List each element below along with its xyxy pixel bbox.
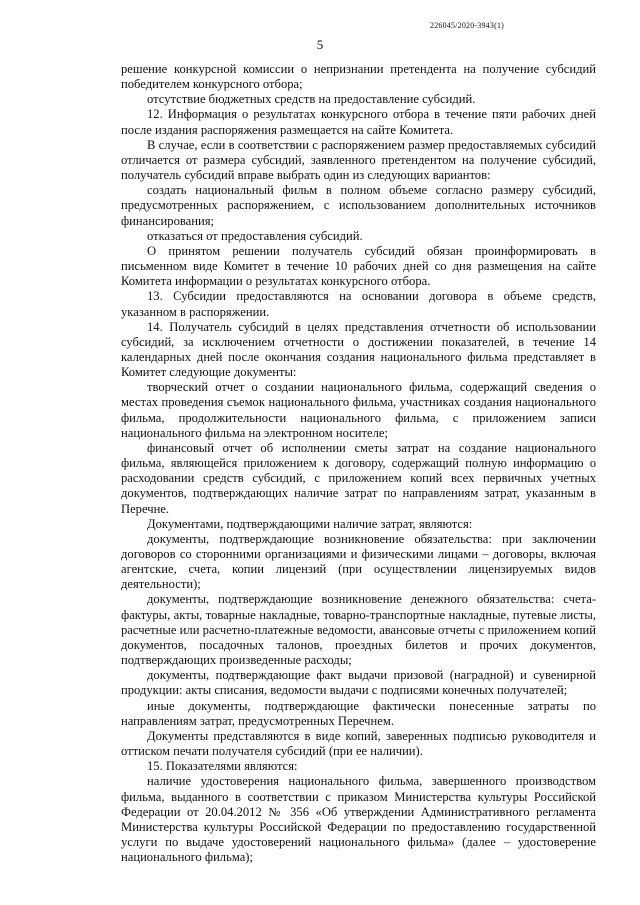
page-number: 5: [316, 37, 324, 52]
paragraph: документы, подтверждающие возникновение денежного обязательства: счета-фактуры, акты, товарные накладные, товарно-транспортные накладные, путевые листы, расчетные или расчетно-платежные ведомости, авансовые отчеты с приложением копий документов, посадочных талонов, проездных билетов и прочих документов, подтверждающих произведенные расходы;: [121, 592, 596, 668]
paragraph: 13. Субсидии предоставляются на основании договора в объеме средств, указанном в распоряжении.: [121, 289, 596, 319]
paragraph: иные документы, подтверждающие фактически понесенные затраты по направлениям затрат, предусмотренных Перечнем.: [121, 698, 596, 728]
paragraph: финансовый отчет об исполнении сметы затрат на создание национального фильма, являющейся приложением к договору, содержащий полную информацию о расходовании средств субсидий, с приложением копий всех первичных учетных документов, подтверждающих наличие затрат по направлениям затрат, указанным в Перечне.: [121, 440, 596, 516]
paragraph: 14. Получатель субсидий в целях представления отчетности об использовании субсидий, за исключением отчетности о достижении показателей, в течение 14 календарных дней после окончания создания национального фильма представляет в Комитет следующие документы:: [121, 319, 596, 380]
paragraph: 12. Информация о результатах конкурсного отбора в течение пяти рабочих дней после издания распоряжения размещается на сайте Комитета.: [121, 107, 596, 137]
document-body: [121, 62, 596, 865]
paragraph: творческий отчет о создании национального фильма, содержащий сведения о местах проведения съемок национального фильма, участниках создания национального фильма, продолжительности национального фильма, с приложением записи национального фильма на электронном носителе;: [121, 380, 596, 440]
paragraph: создать национальный фильм в полном объеме согласно размеру субсидий, предусмотренных распоряжением, с использованием дополнительных источников финансирования;: [121, 183, 596, 228]
paragraph: наличие удостоверения национального фильма, завершенного производством фильма, выданного в соответствии с приказом Министерства культуры Российской Федерации от 20.04.2012 № 356 «Об утверждении Административного регламента Министерства культуры Российской Федерации по предоставлению государственной услуги по выдаче удостоверений национального фильма» (далее – удостоверение национального фильма);: [121, 774, 596, 865]
document-id: 226045/2020-3943(1): [430, 21, 505, 30]
paragraph: О принятом решении получатель субсидий обязан проинформировать в письменном виде Комитет в течение 10 рабочих дней со дня размещения на сайте Комитета информации о результатах конкурсного отбора.: [121, 243, 596, 289]
paragraph: Документами, подтверждающими наличие затрат, являются:: [147, 516, 473, 531]
paragraph: документы, подтверждающие возникновение обязательства: при заключении договоров со сторонними организациями и физическими лицами – договоры, включая агентские, счета, копии лицензий (при осуществлении лицензируемых видов деятельности);: [121, 531, 596, 592]
paragraph: Документы представляются в виде копий, заверенных подписью руководителя и оттиском печати получателя субсидий (при ее наличии).: [121, 728, 596, 759]
paragraph: В случае, если в соответствии с распоряжением размер предоставляемых субсидий отличается от размера субсидий, заявленного претендентом на получение субсидий, получатель субсидий вправе выбрать один из следующих вариантов:: [121, 137, 596, 183]
paragraph: документы, подтверждающие факт выдачи призовой (наградной) и сувенирной продукции: акты списания, ведомости выдачи с подписями конечных получателей;: [121, 668, 596, 698]
paragraph: 15. Показателями являются:: [147, 759, 298, 774]
paragraph: отсутствие бюджетных средств на предоставление субсидий.: [147, 92, 476, 107]
paragraph: решение конкурсной комиссии о непризнании претендента на получение субсидий победителем конкурсного отбора;: [121, 62, 596, 92]
paragraph: отказаться от предоставления субсидий.: [147, 228, 363, 243]
